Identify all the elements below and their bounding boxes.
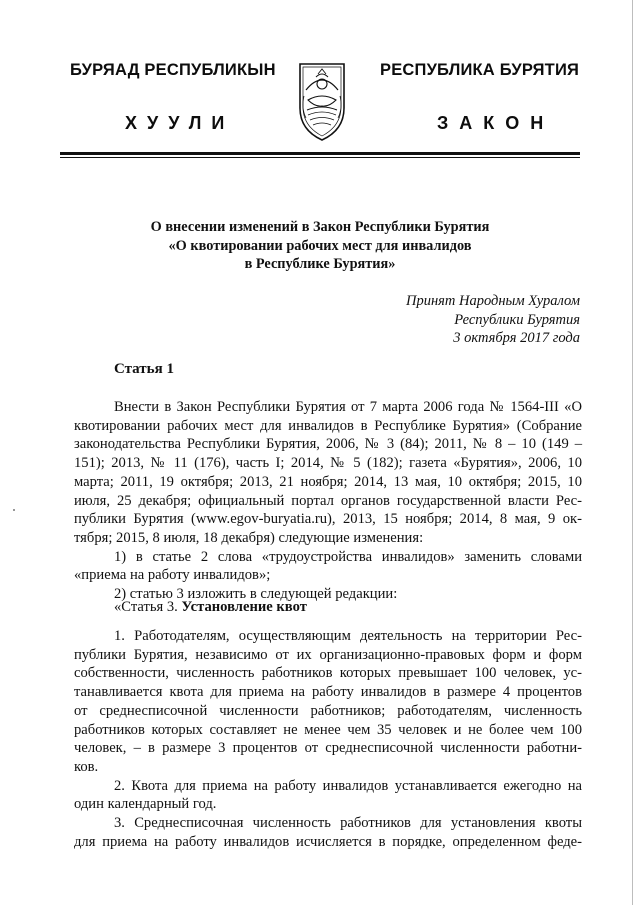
quoted-article-title: Установление квот <box>181 599 307 615</box>
law-title-line: в Республике Бурятия» <box>244 256 396 272</box>
text-line: публики Бурятия (www.egov-buryatia.ru), 2013, 15 ноября; 2014, 8 мая, 9 ок- <box>74 511 582 528</box>
text-line: от среднесписочной численности работников; работодателям, численность <box>74 702 582 719</box>
adoption-line: Принят Народным Хуралом <box>405 293 580 309</box>
text-line: 151); 2013, № 11 (176), часть I; 2014, № 5 (182); газета «Бурятия», 2006, 10 <box>74 455 582 472</box>
text-line: законодательства Республики Бурятия, 2006, № 3 (84); 2011, № 8 – 10 (149 – <box>74 436 582 453</box>
law-title-line: «О квотировании рабочих мест для инвалидов <box>168 237 472 254</box>
header-right-doc-type: ЗАКОН <box>437 113 555 133</box>
adoption-line: 3 октября 2017 года <box>453 330 580 346</box>
text-line: один календарный год. <box>74 796 217 813</box>
text-line: 2) статью 3 изложить в следующей редакции: <box>114 586 398 603</box>
paragraph-intro <box>74 398 582 604</box>
quoted-article-heading <box>74 598 582 617</box>
header-rule-thin <box>60 157 580 158</box>
quoted-article-prefix: «Статья 3. <box>114 599 178 615</box>
text-line: работников которых составляет не менее чем 35 человек и не более чем 100 <box>74 721 582 738</box>
text-line: марта; 2011, 19 октября; 2013, 21 ноября; 2014, 13 мая, 10 октября; 2015, 10 <box>74 473 582 490</box>
page-edge <box>632 0 633 905</box>
scan-speck <box>13 509 15 511</box>
header-rule-thick <box>60 152 580 155</box>
text-line: «приема на работу инвалидов»; <box>74 567 271 584</box>
text-line: для приема на работу инвалидов исчисляется в порядке, определенном феде- <box>74 833 582 850</box>
article-heading: Статья 1 <box>114 361 174 377</box>
text-line: июля, 25 декабря; официальный портал органов государственной власти Рес- <box>74 492 582 509</box>
paragraph-point-1 <box>74 627 582 851</box>
text-line: человек, – в размере 3 процентов от среднесписочной численности работни- <box>74 740 582 757</box>
text-line: 1) в статье 2 слова «трудоустройства инвалидов» заменить словами <box>114 548 582 565</box>
text-line: публики Бурятия, независимо от их организационно-правовых форм и форм <box>74 646 582 663</box>
coat-of-arms-icon <box>296 60 348 142</box>
header-left-republic: БУРЯАД РЕСПУБЛИКЫН <box>70 61 276 79</box>
header-right-republic: РЕСПУБЛИКА БУРЯТИЯ <box>380 61 580 79</box>
text-line: 1. Работодателям, осуществляющим деятельность на территории Рес- <box>114 628 582 644</box>
adoption-note <box>330 292 580 348</box>
text-line: 3. Среднесписочная численность работников для установления квоты <box>114 815 582 832</box>
law-title <box>80 218 560 274</box>
law-title-line: О внесении изменений в Закон Республики Бурятия <box>150 219 490 235</box>
header-left-doc-type: ХУУЛИ <box>125 113 235 133</box>
text-line: Внести в Закон Республики Бурятия от 7 марта 2006 года № 1564-III «О <box>114 399 582 415</box>
quoted-heading-line <box>74 598 582 617</box>
text-line: квотировании рабочих мест для инвалидов в Республике Бурятия» (Собрание <box>74 417 582 434</box>
text-line: ков. <box>74 758 99 775</box>
text-line: танавливается квота для приема на работу инвалидов в размере 4 процентов <box>74 684 582 701</box>
adoption-line: Республики Бурятия <box>454 311 580 328</box>
text-line: собственности, численность работников которых превышает 100 человек, ус- <box>74 665 582 682</box>
text-line: тября; 2015, 8 июля, 18 декабря) следующие изменения: <box>74 529 424 546</box>
text-line: 2. Квота для приема на работу инвалидов устанавливается ежегодно на <box>114 777 582 794</box>
